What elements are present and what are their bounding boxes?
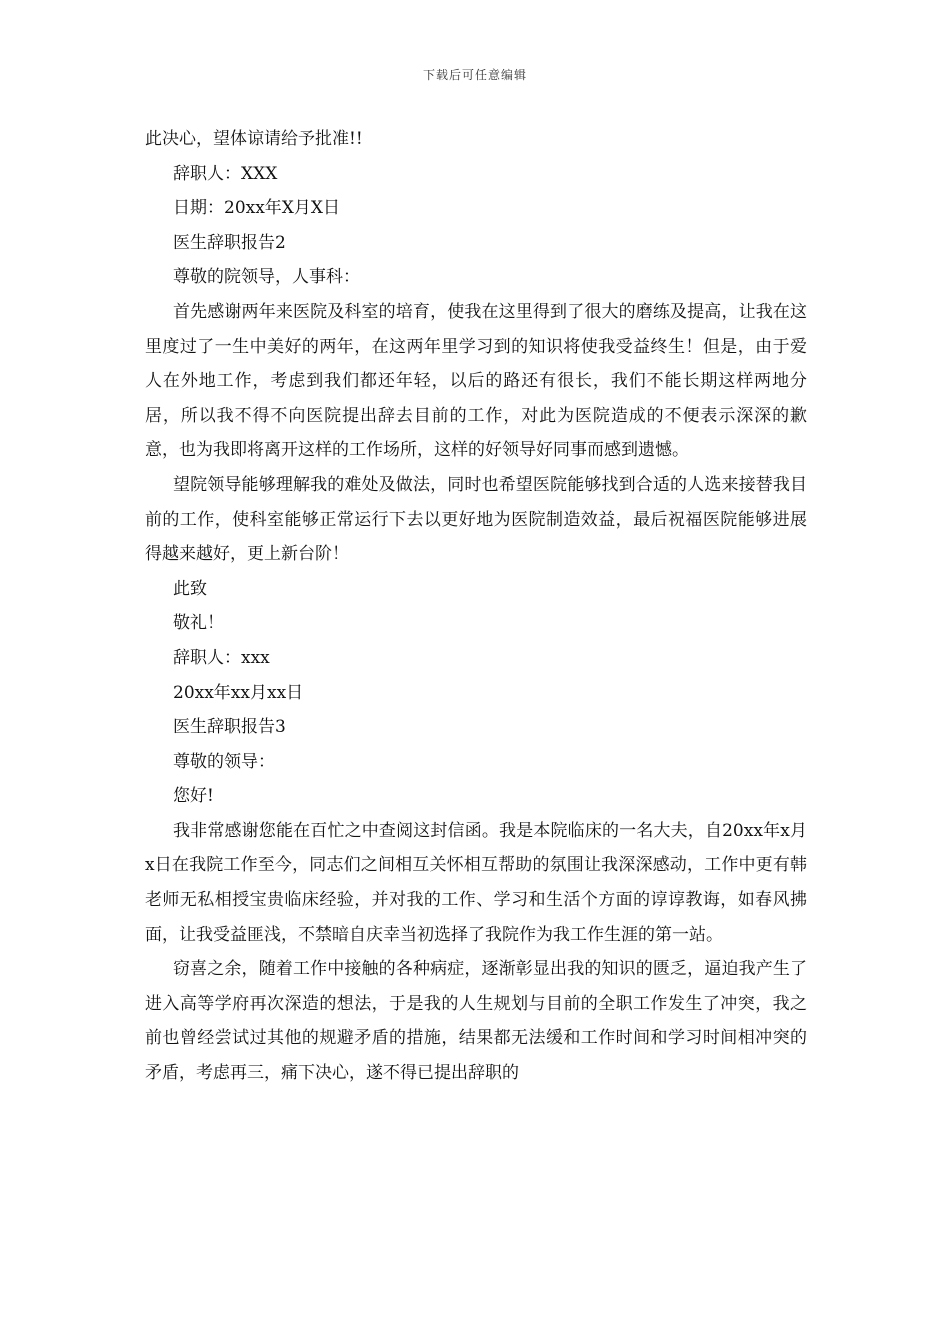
paragraph-3: 我非常感谢您能在百忙之中查阅这封信函。我是本院临床的一名大夫，自20xx年x月x日在我院工作至今，同志们之间相互关怀相互帮助的氛围让我深深感动，工作中更有韩老师无私相授宝贵临床经验，并对我的工作、学习和生活个方面的谆谆教诲，如春风拂面，让我受益匪浅，不禁暗自庆幸当初选择了我院作为我工作生涯的第一站。 [145,820,807,945]
closing-line: 此决心，望体谅请给予批准!! [145,129,363,149]
paragraph-2: 望院领导能够理解我的难处及做法，同时也希望医院能够找到合适的人选来接替我目前的工作，使科室能够正常运行下去以更好地为医院制造效益，最后祝福医院能够进展得越来越好，更上新台阶！ [145,474,807,565]
date-line-2: 20xx年xx月xx日 [173,682,304,703]
section-title-3: 医生辞职报告3 [173,717,286,738]
date-line: 日期：20xx年X月X日 [173,198,341,219]
regards-line: 此致 [173,578,207,599]
resigner-line-2: 辞职人：xxx [173,647,270,668]
resigner-line: 辞职人：XXX [173,163,278,184]
greeting-line: 您好! [173,786,214,807]
section-title-2: 医生辞职报告2 [173,232,286,253]
document-body [145,122,807,1091]
salutation-3: 尊敬的领导： [173,751,275,772]
salute-line: 敬礼！ [173,613,224,634]
header-note: 下载后可任意编辑 [422,68,527,82]
paragraph-1: 首先感谢两年来医院及科室的培育，使我在这里得到了很大的磨练及提高，让我在这里度过了一生中美好的两年，在这两年里学习到的知识将使我受益终生！但是，由于爱人在外地工作，考虑到我们都还年轻，以后的路还有很长，我们不能长期这样两地分居，所以我不得不向医院提出辞去目前的工作，对此为医院造成的不便表示深深的歉意，也为我即将离开这样的工作场所，这样的好领导好同事而感到遗憾。 [145,301,807,461]
paragraph-4: 窃喜之余，随着工作中接触的各种病症，逐渐彰显出我的知识的匮乏，逼迫我产生了进入高等学府再次深造的想法，于是我的人生规划与目前的全职工作发生了冲突，我之前也曾经尝试过其他的规避矛盾的措施，结果都无法缓和工作时间和学习时间相冲突的矛盾，考虑再三，痛下决心，遂不得已提出辞职的 [145,959,807,1084]
salutation-2: 尊敬的院领导，人事科： [173,267,360,288]
